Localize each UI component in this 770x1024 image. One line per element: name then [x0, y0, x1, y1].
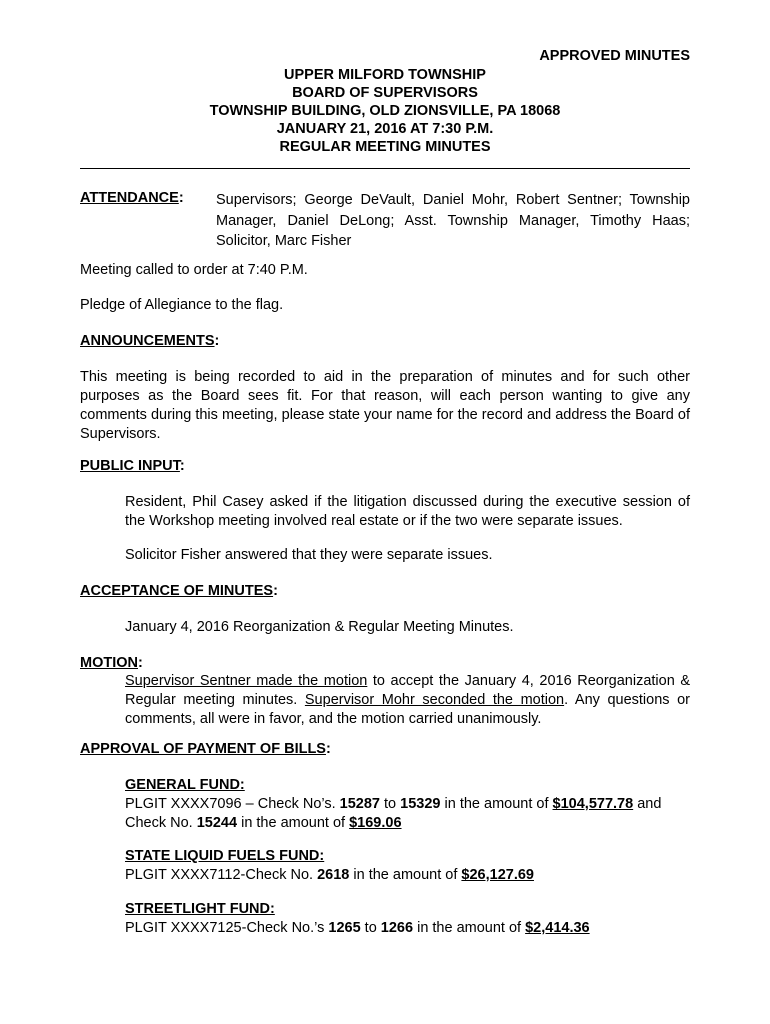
acceptance-heading: ACCEPTANCE OF MINUTES:	[80, 583, 278, 599]
motion-seconded: Supervisor Mohr seconded the motion	[304, 692, 565, 708]
motion-made: Supervisor Sentner made the motion	[125, 673, 368, 689]
general-fund	[125, 776, 690, 833]
header-date: JANUARY 21, 2016 AT 7:30 P.M.	[276, 121, 494, 137]
general-fund-amount-2: $169.06	[349, 815, 402, 831]
header-board: BOARD OF SUPERVISORS	[292, 85, 478, 101]
attendance-label: ATTENDANCE:	[80, 190, 184, 206]
general-fund-amount: $104,577.78	[552, 796, 634, 812]
streetlight-fund	[125, 900, 690, 938]
acceptance-text: January 4, 2016 Reorganization & Regular Meeting Minutes.	[125, 619, 514, 635]
bills-heading: APPROVAL OF PAYMENT OF BILLS:	[80, 741, 331, 757]
approved-status: APPROVED MINUTES	[539, 48, 690, 64]
liquid-fuels-fund	[125, 847, 690, 885]
pledge: Pledge of Allegiance to the flag.	[80, 297, 284, 313]
attendance-text: Supervisors; George DeVault, Daniel Mohr, Robert Sentner; Township Manager, Daniel DeLong; Asst. Township Manager, Timothy Haas; Solicitor, Marc Fisher	[216, 192, 690, 249]
header-location: TOWNSHIP BUILDING, OLD ZIONSVILLE, PA 18068	[209, 103, 561, 119]
public-input-heading: PUBLIC INPUT:	[80, 458, 185, 474]
liquid-fuels-text: PLGIT XXXX7112-Check No. 2618 in the amount of $26,127.69	[125, 867, 534, 883]
header-township: UPPER MILFORD TOWNSHIP	[284, 67, 486, 83]
header-divider	[80, 168, 690, 169]
streetlight-label: STREETLIGHT FUND:	[125, 901, 275, 917]
public-input-question: Resident, Phil Casey asked if the litigation discussed during the executive session of the Workshop meeting involved real estate or if the two were separate issues.	[125, 494, 690, 529]
public-input-answer: Solicitor Fisher answered that they were separate issues.	[125, 547, 493, 563]
general-fund-label: GENERAL FUND:	[125, 777, 245, 793]
motion-heading: MOTION:	[80, 655, 143, 671]
announcements-heading: ANNOUNCEMENTS:	[80, 333, 220, 349]
streetlight-amount: $2,414.36	[525, 920, 590, 936]
announcements-text: This meeting is being recorded to aid in the preparation of minutes and for such other purposes as the Board sees fit. For that reason, will each person wanting to give any comments during this meeting, please state your name for the record and address the Board of Supervisors.	[80, 369, 690, 442]
general-fund-text: PLGIT XXXX7096 – Check No’s. 15287 to 15329 in the amount of $104,577.78 and Check No. 15244 in the amount of $169.06	[125, 796, 662, 831]
called-to-order: Meeting called to order at 7:40 P.M.	[80, 262, 308, 278]
liquid-fuels-label: STATE LIQUID FUELS FUND:	[125, 848, 325, 864]
liquid-fuels-amount: $26,127.69	[461, 867, 534, 883]
streetlight-text: PLGIT XXXX7125-Check No.’s 1265 to 1266 in the amount of $2,414.36	[125, 920, 590, 936]
motion-text: Supervisor Sentner made the motion to accept the January 4, 2016 Reorganization & Regular meeting minutes. Supervisor Mohr seconded the motion. Any questions or comments, all were in favor, and the motion carried unanimously.	[125, 673, 691, 727]
document-header	[80, 66, 690, 156]
header-meeting-type: REGULAR MEETING MINUTES	[279, 139, 491, 155]
